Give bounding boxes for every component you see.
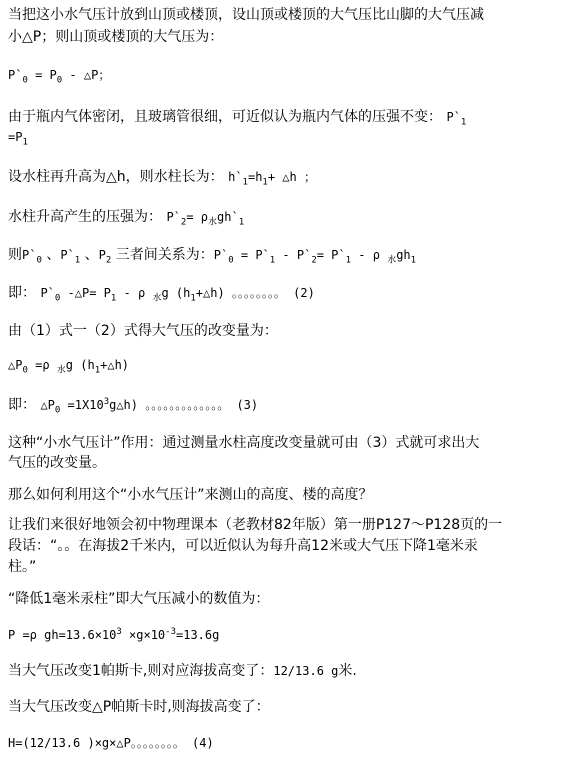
paragraph-3-line-1: 由于瓶内气体密闭，且玻璃管很细，可近似认为瓶内气体的压强不变： $P`_1$ [8, 109, 467, 128]
paragraph-8: 由（1）式一（2）式得大气压的改变量为： [8, 323, 278, 339]
paragraph-5: 水柱升高产生的压强为： $P`_2=$ $\rho_水gh`_1$ [8, 209, 245, 228]
paragraph-17: 当大气压改变△P帕斯卡时,则海拔高变了： [8, 699, 270, 715]
paragraph-16: 当大气压改变1帕斯卡,则对应海拔高变了：12/13.6 g米. [8, 663, 357, 679]
equation-3: 即： $\triangle P_0$ $=1X10^3g\triangle h$) 。。。。。。。。。。。。。 (3) [8, 397, 259, 416]
paragraph-6: 则$P`_0$ 、$P`_1$ 、$P_2$ 三者间关系为：$P`_0$ = $P`_1$ - $P`_2=$ $P`_1$ - ρ $_水gh_1$ [8, 247, 417, 266]
paragraph-4: 设水柱再升高为△h，则水柱长为： $h`_1=h_1+$ △h ； [8, 169, 316, 188]
paragraph-13-line-3: 柱。” [8, 559, 37, 575]
equation-4: H=(12/13.6 )×g×△P。。。。。。。。 (4) [8, 736, 214, 750]
paragraph-13-line-2: 段话：“。。在海拔2千米内，可以近似认为每升高12米或大气压下降1毫米汞 [8, 538, 478, 554]
paragraph-12: 那么如何利用这个“小水气压计”来测山的高度、楼的高度？ [8, 487, 373, 503]
paragraph-11-line-2: 气压的改变量。 [8, 455, 106, 471]
paragraph-14: “降低1毫米汞柱”即大气压减小的数值为： [8, 591, 270, 607]
paragraph-3-line-2: $=P_1$ [8, 130, 28, 148]
paragraph-1-line-1: 当把这小水气压计放到山顶或楼顶，设山顶或楼顶的大气压比山脚的大气压减 [8, 7, 484, 23]
formula-pressure: P =ρ $gh=13.6\times 10^3 \times g\times 10^{-3}=13.6g$ [8, 627, 220, 642]
formula-p0-prime: $P`_0 = P_0$ - △P； [8, 68, 111, 86]
formula-delta-p0: $\triangle P_0 =\rho$ $_水$g $(h_1+\triangle h)$ [8, 358, 130, 376]
paragraph-11-line-1: 这种“小水气压计”作用：通过测量水柱高度改变量就可由（3）式就可求出大 [8, 435, 480, 451]
equation-2: 即： $P`_0$ -△P= $P_1$ - ρ $_水$g $(h_1+\triangle h)$ 。。。。。。。。 (2) [8, 285, 315, 304]
paragraph-13-line-1: 让我们来很好地领会初中物理课本（老教材82年版）第一册P127～P128页的一 [8, 517, 503, 533]
paragraph-1-line-2: 小△P；则山顶或楼顶的大气压为： [8, 29, 224, 45]
